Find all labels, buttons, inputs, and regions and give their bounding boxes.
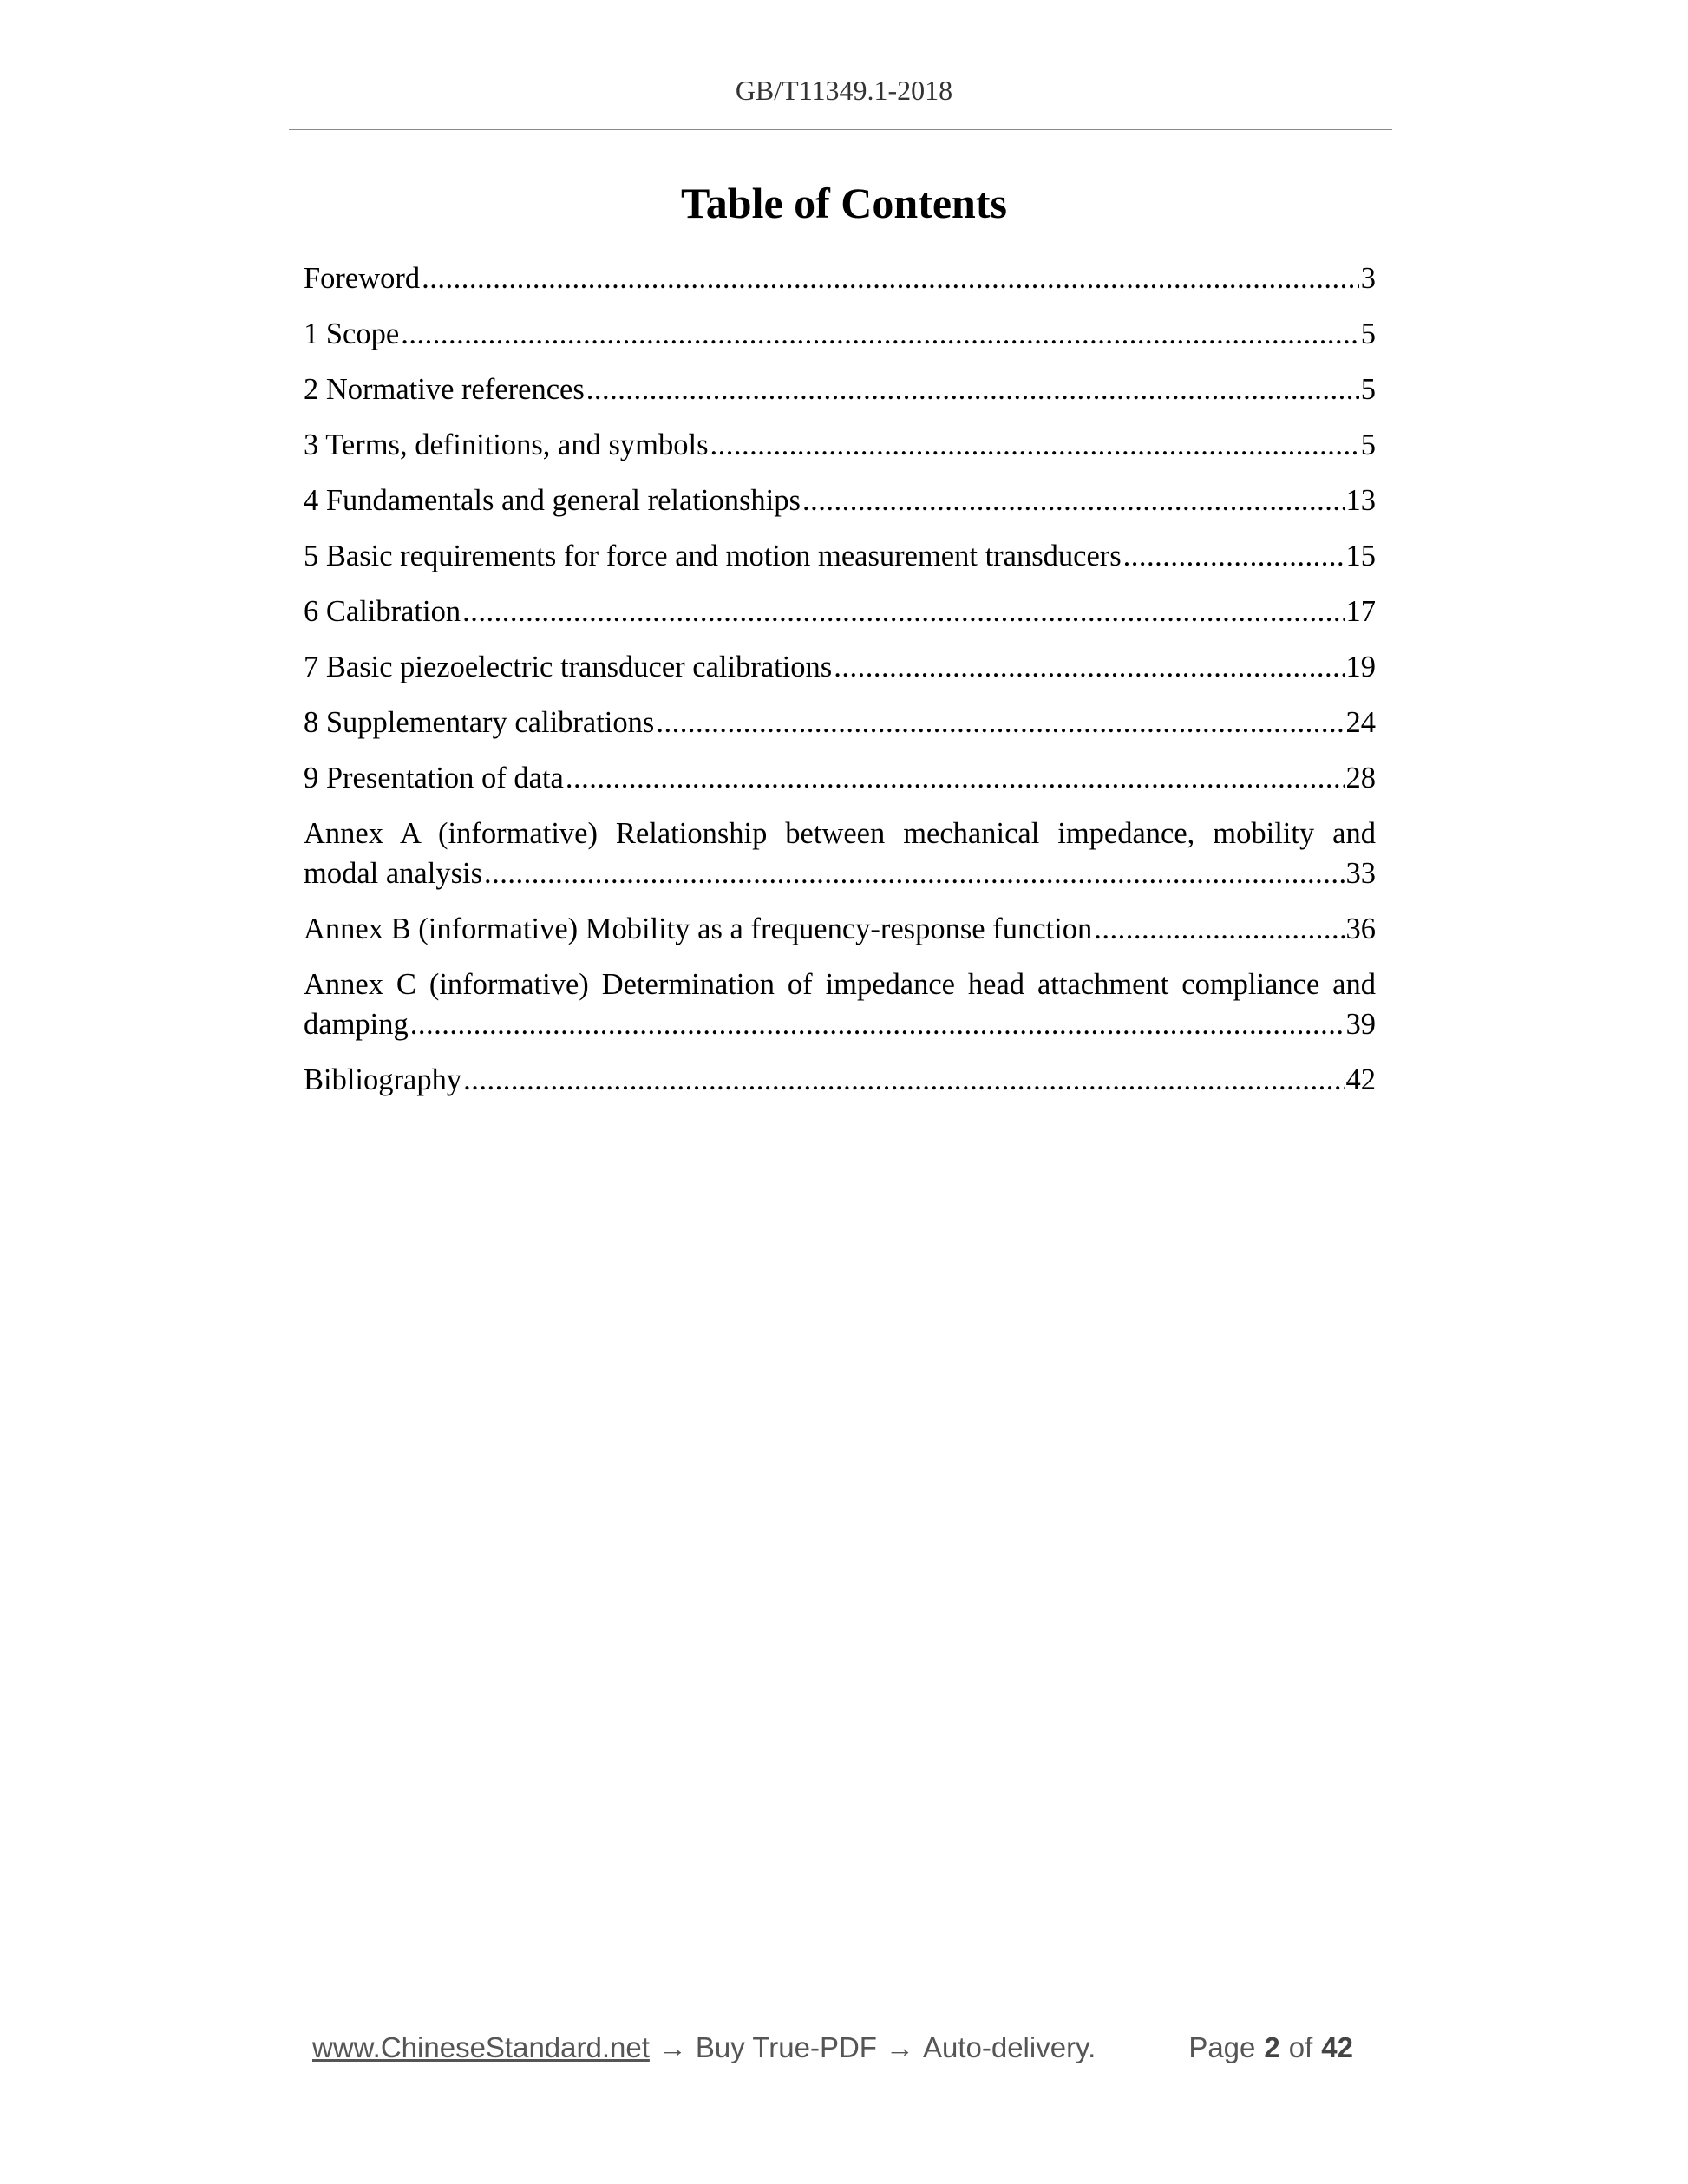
toc-entry-label-line1: Annex C (informative) Determination of impedance head attachment compliance and [304, 968, 1376, 1001]
toc-entry-annex-a[interactable] [304, 814, 1376, 893]
dot-leader [566, 758, 1345, 798]
toc-page-number: 42 [1345, 1063, 1376, 1096]
toc-entry-label: Foreword [304, 262, 421, 295]
toc-entry-label: 8 Supplementary calibrations [304, 706, 655, 739]
dot-leader [462, 592, 1344, 631]
toc-entry-foreword[interactable] [304, 258, 1376, 298]
toc-entry-normative-references[interactable] [304, 369, 1376, 409]
toc-entry-basic-requirements[interactable] [304, 536, 1376, 576]
toc-page-number: 15 [1345, 539, 1376, 572]
toc-entry-bibliography[interactable] [304, 1060, 1376, 1100]
total-pages-number: 42 [1321, 2031, 1353, 2063]
header-divider [289, 129, 1392, 130]
page-footer [312, 2031, 1362, 2064]
toc-entry-label: 3 Terms, definitions, and symbols [304, 428, 709, 461]
toc-entry-label: 7 Basic piezoelectric transducer calibrations [304, 651, 833, 683]
toc-page-number: 28 [1345, 762, 1376, 794]
toc-entry-piezoelectric-calibrations[interactable] [304, 647, 1376, 687]
toc-entry-label: 4 Fundamentals and general relationships [304, 484, 801, 517]
dot-leader [834, 647, 1344, 687]
dot-leader [463, 1060, 1344, 1100]
website-link[interactable]: www.ChineseStandard.net [312, 2031, 650, 2063]
toc-entry-label: 9 Presentation of data [304, 762, 564, 794]
toc-entry-presentation-of-data[interactable] [304, 758, 1376, 798]
toc-entry-label: 1 Scope [304, 317, 400, 350]
toc-entry-label: 5 Basic requirements for force and motion measurement transducers [304, 539, 1122, 572]
toc-entry-fundamentals[interactable] [304, 481, 1376, 520]
dot-leader [484, 853, 1344, 893]
toc-page-number: 39 [1345, 1008, 1376, 1041]
toc-entry-label: 6 Calibration [304, 595, 461, 628]
toc-page-number: 19 [1345, 651, 1376, 683]
dot-leader [422, 258, 1359, 298]
toc-entry-label-line1: Annex A (informative) Relationship between mechanical impedance, mobility and [304, 817, 1376, 850]
page-title: Table of Contents [681, 179, 1007, 227]
toc-page-number: 5 [1360, 428, 1376, 461]
page-label: Page [1188, 2031, 1256, 2063]
standard-code-header: GB/T11349.1-2018 [735, 75, 953, 106]
dot-leader [1123, 536, 1345, 576]
toc-page-number: 5 [1360, 317, 1376, 350]
of-label: of [1288, 2031, 1313, 2063]
page-indicator [1188, 2031, 1353, 2064]
toc-entry-calibration[interactable] [304, 592, 1376, 631]
toc-page-number: 17 [1345, 595, 1376, 628]
current-page-number: 2 [1264, 2031, 1280, 2063]
table-of-contents [304, 258, 1376, 1115]
toc-entry-scope[interactable] [304, 314, 1376, 354]
toc-entry-terms-definitions[interactable] [304, 425, 1376, 465]
toc-entry-annex-b[interactable] [304, 909, 1376, 949]
right-arrow-icon: → [658, 2031, 687, 2063]
dot-leader [586, 369, 1359, 409]
toc-entry-label-line2: modal analysis [304, 857, 483, 890]
auto-delivery-text: Auto-delivery. [922, 2031, 1096, 2063]
toc-page-number: 13 [1345, 484, 1376, 517]
dot-leader [656, 703, 1344, 742]
toc-page-number: 36 [1345, 912, 1376, 945]
dot-leader [1094, 909, 1344, 949]
toc-entry-label: Annex B (informative) Mobility as a frequency-response function [304, 912, 1093, 945]
toc-entry-label-line2: damping [304, 1008, 409, 1041]
right-arrow-icon: → [885, 2031, 914, 2063]
toc-entry-label: Bibliography [304, 1063, 462, 1096]
buy-true-pdf-text: Buy True-PDF [695, 2031, 877, 2063]
toc-entry-label: 2 Normative references [304, 373, 585, 406]
dot-leader [802, 481, 1345, 520]
toc-page-number: 3 [1360, 262, 1376, 295]
toc-page-number: 33 [1345, 857, 1376, 890]
toc-page-number: 5 [1360, 373, 1376, 406]
dot-leader [401, 314, 1359, 354]
toc-page-number: 24 [1345, 706, 1376, 739]
dot-leader [410, 1004, 1345, 1044]
dot-leader [710, 425, 1359, 465]
toc-entry-annex-c[interactable] [304, 964, 1376, 1044]
toc-entry-supplementary-calibrations[interactable] [304, 703, 1376, 742]
